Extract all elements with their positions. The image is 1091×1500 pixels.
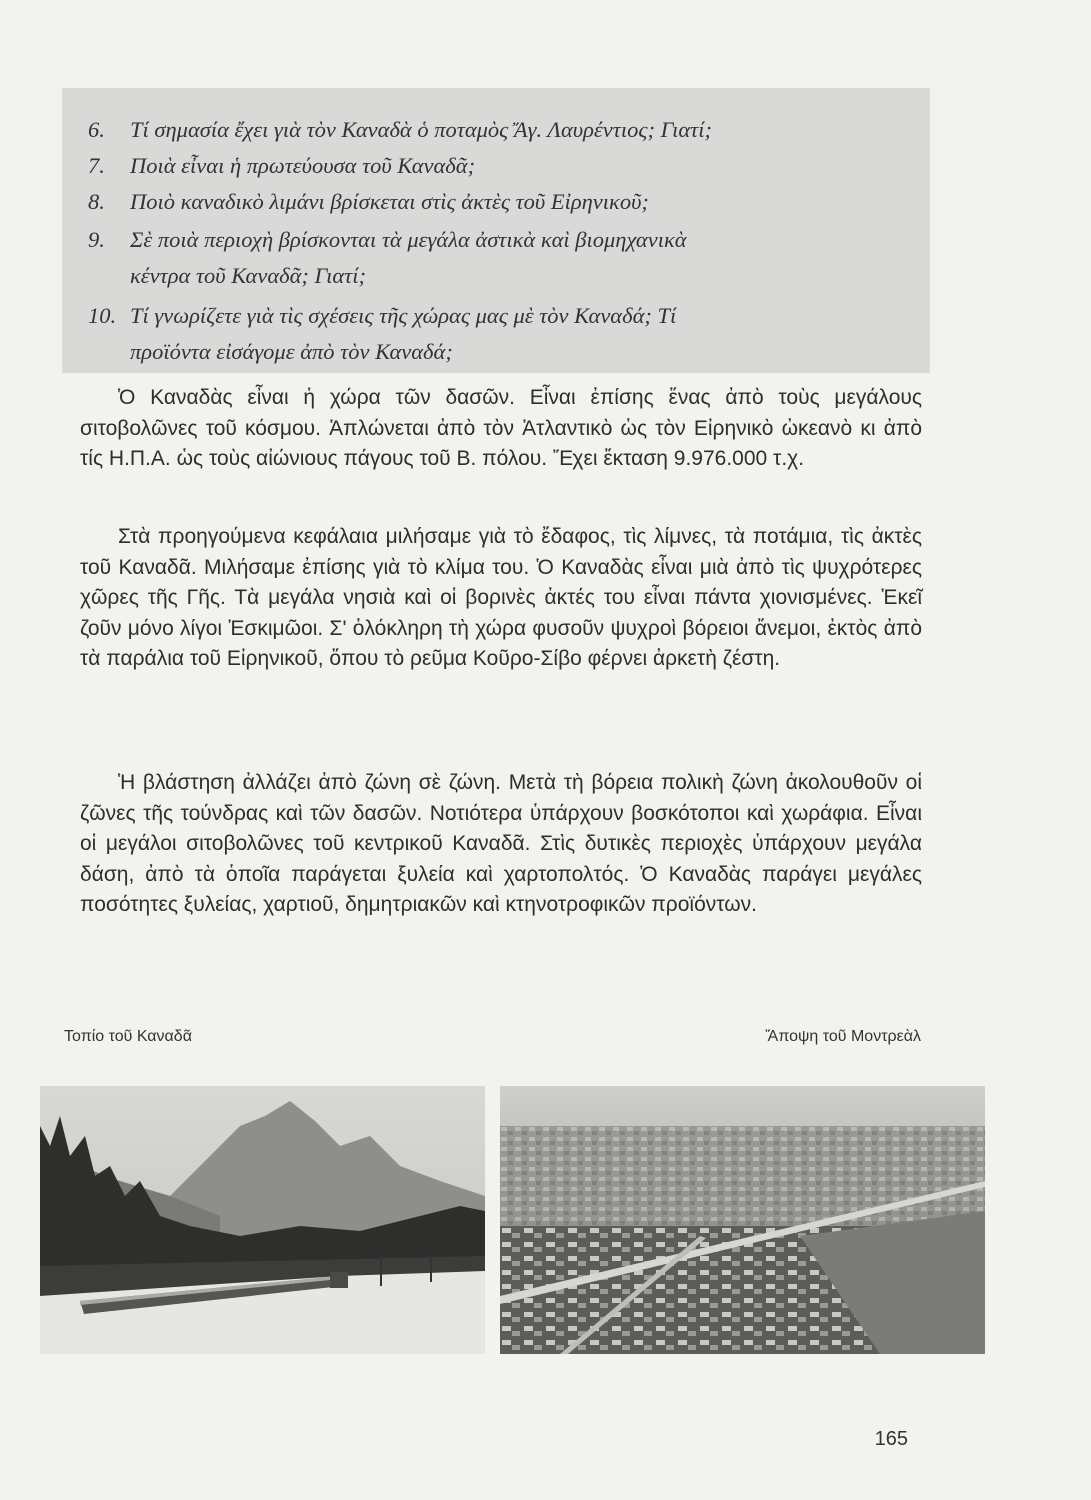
question-6: 6. Τί σημασία ἔχει γιὰ τὸν Καναδὰ ὁ ποταμὸς Ἄγ. Λαυρέντιος; Γιατί; — [88, 117, 712, 142]
question-10-cont: προϊόντα εἰσάγομε ἀπὸ τὸν Καναδά; — [130, 339, 453, 364]
question-9: 9. Σὲ ποιὰ περιοχὴ βρίσκονται τὰ μεγάλα ἀστικὰ καὶ βιομηχανικὰ — [88, 227, 687, 252]
landscape-photo — [40, 1086, 485, 1354]
question-10: 10. Τί γνωρίζετε γιὰ τὶς σχέσεις τῆς χώρας μας μὲ τὸν Καναδά; Τί — [88, 303, 677, 328]
paragraph-2: Στὰ προηγούμενα κεφάλαια μιλήσαμε γιὰ τὸ ἔδαφος, τὶς λίμνες, τὰ ποτάμια, τὶς ἀκτὲς τοῦ Καναδᾶ. Μιλήσαμε ἐπίσης γιὰ τὸ κλίμα του. Ὁ Καναδὰς εἶναι μιὰ ἀπὸ τὶς ψυχρότερες χῶρες τῆς Γῆς. Τὰ μεγάλα νησιὰ καὶ οἱ βορινὲς ἀκτές του εἶναι πάντα χιονισμένες. Ἐκεῖ ζοῦν μόνο λίγοι Ἐσκιμῶοι. Σ' ὁλόκληρη τὴ χώρα φυσοῦν ψυχροὶ βόρειοι ἄνεμοι, ἐκτὸς ἀπὸ τὰ παράλια τοῦ Εἰρηνικοῦ, ὅπου τὸ ρεῦμα Κοῦρο-Σίβο φέρνει ἀρκετὴ ζέστη. — [80, 525, 922, 670]
montreal-photo-image — [500, 1086, 985, 1354]
montreal-photo — [500, 1086, 985, 1354]
question-9-cont: κέντρα τοῦ Καναδᾶ; Γιατί; — [130, 263, 366, 288]
paragraph-1: Ὁ Καναδὰς εἶναι ἡ χώρα τῶν δασῶν. Εἶναι ἐπίσης ἕνας ἀπὸ τοὺς μεγάλους σιτοβολῶνες τοῦ κόσμου. Ἁπλώνεται ἀπὸ τὸν Ἀτλαντικὸ ὡς τὸν Εἰρηνικὸ ὠκεανὸ κι ἀπὸ τίς Η.Π.Α. ὡς τοὺς αἰώνιους πάγους τοῦ Β. πόλου. Ἔχει ἔκταση 9.976.000 τ.χ. — [80, 386, 922, 470]
question-8: 8. Ποιὸ καναδικὸ λιμάνι βρίσκεται στὶς ἀκτὲς τοῦ Εἰρηνικοῦ; — [88, 189, 649, 214]
question-7: 7. Ποιὰ εἶναι ἡ πρωτεύουσα τοῦ Καναδᾶ; — [88, 153, 476, 178]
landscape-photo-image — [40, 1086, 485, 1354]
page-number: 165 — [874, 1428, 908, 1450]
caption-right: Ἄποψη τοῦ Μοντρεὰλ — [765, 1028, 921, 1045]
paragraph-3: Ἡ βλάστηση ἀλλάζει ἀπὸ ζώνη σὲ ζώνη. Μετὰ τὴ βόρεια πολικὴ ζώνη ἀκολουθοῦν οἱ ζῶνες τῆς τούνδρας καὶ τῶν δασῶν. Νοτιότερα ὑπάρχουν βοσκότοποι καὶ χωράφια. Εἶναι οἱ μεγάλοι σιτοβολῶνες τοῦ κεντρικοῦ Καναδᾶ. Στὶς δυτικὲς περιοχὲς ὑπάρχουν μεγάλα δάση, ἀπὸ τὰ ὁποῖα παράγεται ξυλεία καὶ χαρτοπολτός. Ὁ Καναδὰς παράγει μεγάλες ποσότητες ξυλείας, χαρτιοῦ, δημητριακῶν καὶ κτηνοτροφικῶν προϊόντων. — [80, 771, 922, 916]
caption-left: Τοπίο τοῦ Καναδᾶ — [64, 1028, 192, 1045]
